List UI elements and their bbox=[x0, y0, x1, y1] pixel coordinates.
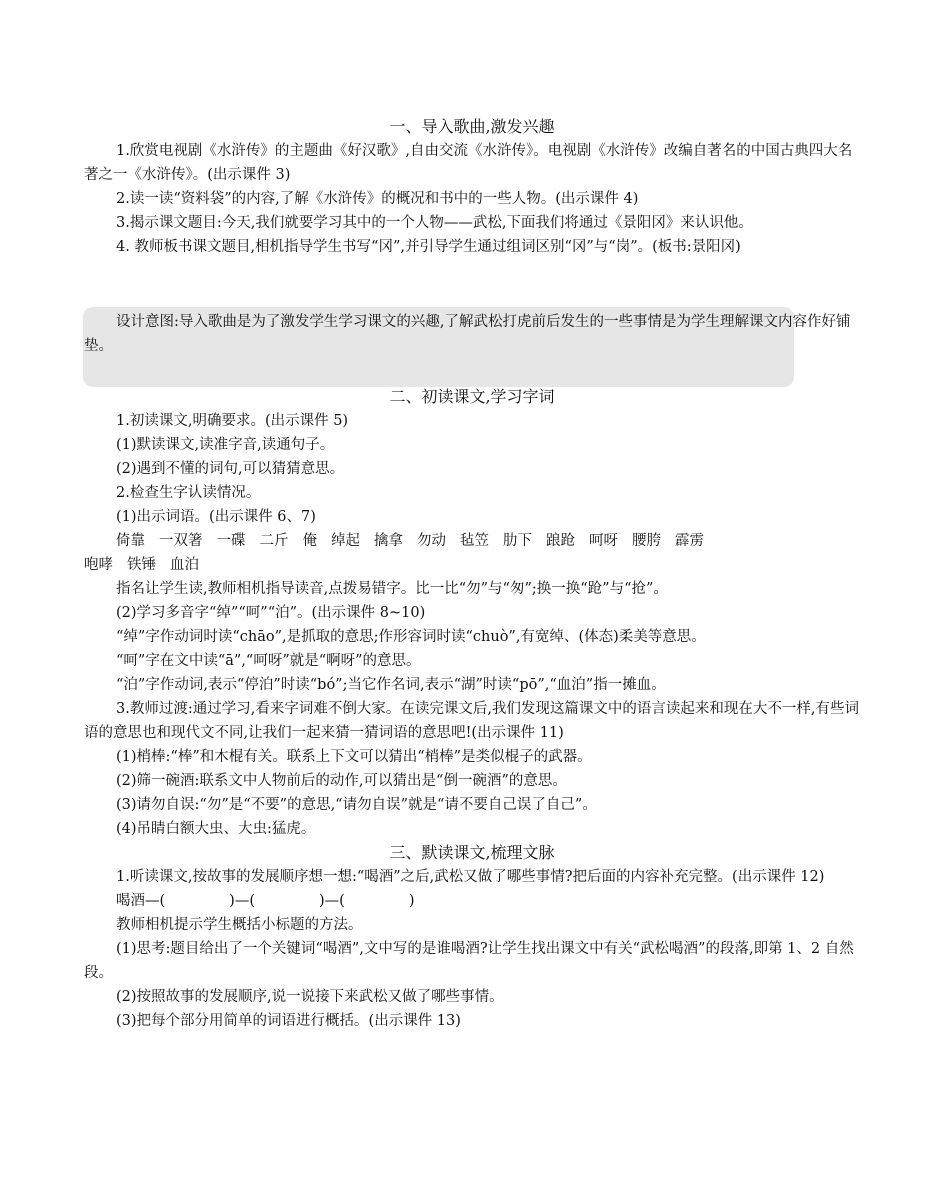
vocab-word: 肋下 bbox=[503, 533, 532, 549]
paragraph: 3.揭示课文题目:今天,我们就要学习其中的一个人物——武松,下面我们将通过《景阳冈》来认识他。 bbox=[116, 215, 753, 231]
vocab-word: 铁锤 bbox=[127, 557, 156, 573]
paragraph: (2)遇到不懂的词句,可以猜猜意思。 bbox=[116, 461, 345, 477]
chain-start: 喝酒—( bbox=[116, 893, 166, 909]
paragraph: 指名让学生读,教师相机指导读音,点拨易错字。比一比“勿”与“匆”;换一换“跄”与“抢”。 bbox=[116, 581, 668, 597]
vocab-word: 一双箸 bbox=[159, 533, 203, 549]
vocab-word: 咆哮 bbox=[84, 557, 113, 573]
vocab-word: 二斤 bbox=[259, 533, 289, 549]
paragraph: 教师相机提示学生概括小标题的方法。 bbox=[116, 917, 363, 933]
plot-chain bbox=[84, 889, 860, 913]
design-note-text: 设计意图:导入歌曲是为了激发学生学习课文的兴趣,了解武松打虎前后发生的一些事情是为学生理解课文内容作好铺垫。 bbox=[84, 314, 851, 354]
paragraph: 1.欣赏电视剧《水浒传》的主题曲《好汉歌》,自由交流《水浒传》。电视剧《水浒传》改编自著名的中国古典四大名著之一《水浒传》。(出示课件 3) bbox=[84, 143, 853, 183]
vocab-word: 腰胯 bbox=[632, 533, 661, 549]
section-1 bbox=[84, 115, 860, 259]
design-note bbox=[84, 310, 860, 358]
paragraph: 4. 教师板书课文题目,相机指导学生书写“冈”,并引导学生通过组词区别“冈”与“岗”。(板书:景阳冈) bbox=[116, 239, 741, 255]
chain-end: ) bbox=[408, 893, 415, 909]
paragraph: “绰”字作动词时读“chāo”,是抓取的意思;作形容词时读“chuò”,有宽绰、(体态)柔美等意思。 bbox=[116, 629, 706, 645]
vocab-word: 毡笠 bbox=[460, 533, 489, 549]
paragraph: (2)筛一碗酒:联系文中人物前后的动作,可以猜出是“倒一碗酒”的意思。 bbox=[116, 773, 567, 789]
paragraph: (1)默读课文,读准字音,读通句子。 bbox=[116, 437, 335, 453]
vocab-word: 勿动 bbox=[417, 533, 446, 549]
paragraph: 1.听读课文,按故事的发展顺序想一想:“喝酒”之后,武松又做了哪些事情?把后面的内容补充完整。(出示课件 12) bbox=[116, 869, 825, 885]
paragraph: (1)梢棒:“棒”和木棍有关。联系上下文可以猜出“梢棒”是类似棍子的武器。 bbox=[116, 749, 592, 765]
vocab-word: 血泊 bbox=[170, 557, 199, 573]
paragraph: (2)按照故事的发展顺序,说一说接下来武松又做了哪些事情。 bbox=[116, 989, 504, 1005]
paragraph: 1.初读课文,明确要求。(出示课件 5) bbox=[116, 413, 349, 429]
section-1-heading: 一、导入歌曲,激发兴趣 bbox=[389, 117, 555, 136]
vocab-word: 倚靠 bbox=[116, 533, 145, 549]
paragraph: (1)思考:题目给出了一个关键词“喝酒”,文中写的是谁喝酒?让学生找出课文中有关“武松喝酒”的段落,即第 1、2 自然段。 bbox=[84, 941, 854, 981]
vocabulary-line-1 bbox=[84, 529, 860, 553]
vocab-word: 绰起 bbox=[331, 533, 360, 549]
paragraph: (2)学习多音字“绰”“呵”“泊”。(出示课件 8~10) bbox=[116, 605, 426, 621]
vocab-word: 踉跄 bbox=[546, 533, 575, 549]
paragraph: 2.检查生字认读情况。 bbox=[116, 485, 261, 501]
vocab-word: 擒拿 bbox=[374, 533, 403, 549]
paragraph: (3)请勿自误:“勿”是“不要”的意思,“请勿自误”就是“请不要自己误了自己”。 bbox=[116, 797, 597, 813]
paragraph: 3.教师过渡:通过学习,看来字词难不倒大家。在读完课文后,我们发现这篇课文中的语言读起来和现在大不一样,有些词语的意思也和现代文不同,让我们一起来猜一猜词语的意思吧!(出示课件 11) bbox=[84, 701, 860, 741]
paragraph: 2.读一读“资料袋”的内容,了解《水浒传》的概况和书中的一些人物。(出示课件 4) bbox=[116, 191, 639, 207]
vocab-word: 俺 bbox=[302, 533, 317, 549]
paragraph: (1)出示词语。(出示课件 6、7) bbox=[116, 509, 316, 525]
paragraph: “呵”字在文中读“ā”,“呵呀”就是“啊呀”的意思。 bbox=[116, 653, 421, 669]
chain-separator: )—( bbox=[319, 893, 345, 909]
vocab-word: 一碟 bbox=[216, 533, 246, 549]
vocabulary-line-2 bbox=[84, 553, 860, 577]
vocab-word: 霹雳 bbox=[675, 533, 704, 549]
section-3-heading: 三、默读课文,梳理文脉 bbox=[389, 843, 555, 862]
paragraph: (3)把每个部分用简单的词语进行概括。(出示课件 13) bbox=[116, 1013, 461, 1029]
paragraph: (4)吊睛白额大虫、大虫:猛虎。 bbox=[116, 821, 316, 837]
section-2-heading: 二、初读课文,学习字词 bbox=[389, 387, 555, 406]
section-2 bbox=[84, 385, 860, 1033]
vocab-word: 呵呀 bbox=[589, 533, 618, 549]
chain-separator: )—( bbox=[229, 893, 255, 909]
paragraph: “泊”字作动词,表示“停泊”时读“bó”;当它作名词,表示“湖”时读“pō”,“血泊”指一摊血。 bbox=[116, 677, 666, 693]
